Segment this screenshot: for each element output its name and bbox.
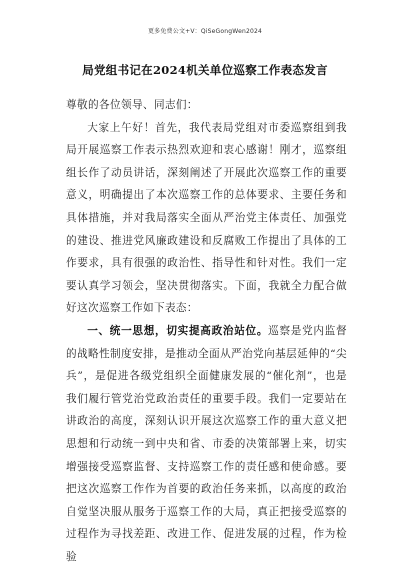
header-note: 更多免费公文+V：QiSeGongWen2024 — [147, 28, 263, 35]
paragraph-section-1 — [66, 320, 347, 569]
section-1-text: 巡察是党内监督的战略性制度安排，是推动全面从严治党向基层延伸的“尖兵”，是促进各级党组织全面健康发展的“催化剂”，也是我们履行管党治党政治责任的重要手段。我们一定要站在讲政治的高度，深刻认识开展这次巡察工作的重大意义把思想和行动统一到中央和省、市委的决策部署上来，切实增强接受巡察监督、支持巡察工作的责任感和使命感。要把这次巡察工作作为首要的政治任务来抓，以高度的政治自觉坚决服从服务于巡察工作的大局，真正把接受巡察的过程作为寻找差距、改进工作、促进发展的过程，作为检验 — [66, 324, 347, 563]
paragraph-opening: 大家上午好！首先，我代表局党组对市委巡察组到我局开展巡察工作表示热烈欢迎和衷心感谢！刚才，巡察组组长作了动员讲话，深刻阐述了开展此次巡察工作的重要意义，明确提出了本次巡察工作的总体要求、主要任务和具体措施，并对我局落实全面从严治党主体责任、加强党的建设、推进党风廉政建设和反腐败工作提出了具体的工作要求，具有很强的政治性、指导性和针对性。我们一定要认真学习领会，坚决贯彻落实。下面，我就全力配合做好这次巡察工作如下表态： — [66, 121, 347, 315]
salutation: 尊敬的各位领导、同志们： — [66, 99, 198, 111]
section-heading-1: 一、统一思想，切实提高政治站位。 — [87, 324, 269, 337]
page-title: 局党组书记在2024机关单位巡察工作表态发言 — [82, 63, 328, 77]
document-body — [66, 94, 347, 568]
